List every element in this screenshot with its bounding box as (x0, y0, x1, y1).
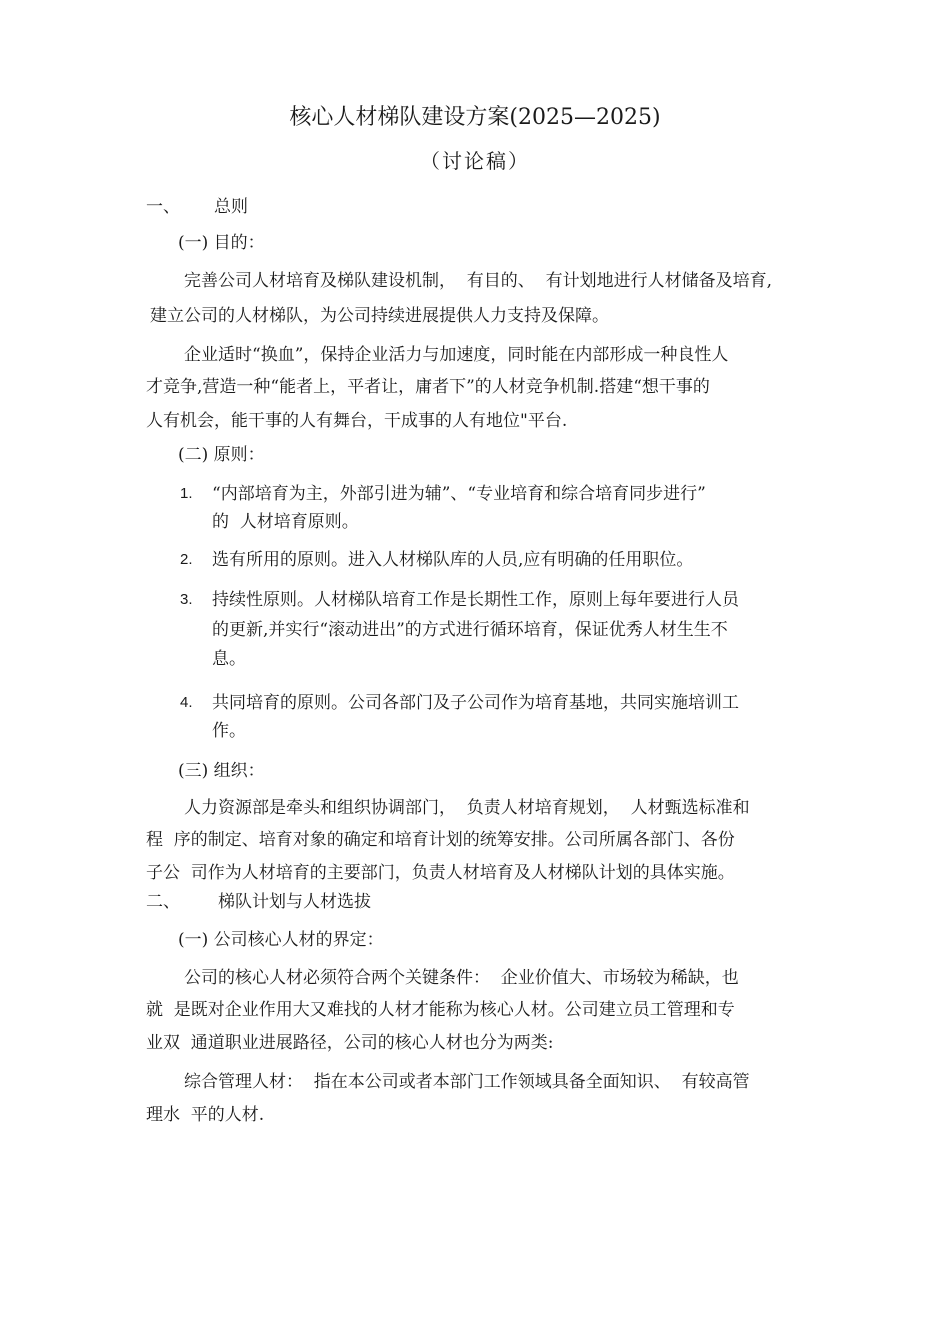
paragraph-line: 人有机会，能干事的人有舞台，干成事的人有地位"平台. (146, 411, 568, 431)
list-item-line: “内部培育为主，外部引进为辅”、“专业培育和综合培育同步进行” (212, 484, 706, 504)
list-number: 4. (180, 694, 193, 711)
list-number: 1. (180, 485, 193, 502)
list-number: 3. (180, 591, 193, 608)
paragraph-line: 就 是既对企业作用大又难找的人材才能称为核心人材。公司建立员工管理和专 (146, 1000, 735, 1020)
document-title: 核心人材梯队建设方案(2025—2025) (289, 105, 661, 130)
section-heading: 总则 (214, 197, 248, 217)
section-number: 二、 (146, 892, 180, 912)
section-heading: 梯队计划与人材选拔 (218, 892, 371, 912)
list-item-line: 共同培育的原则。公司各部门及子公司作为培育基地，共同实施培训工 (212, 693, 739, 713)
paragraph-line: 理水 平的人材. (146, 1105, 265, 1125)
list-item-line: 的更新,并实行“滚动进出”的方式进行循环培育，保证优秀人材生生不 (212, 620, 728, 640)
subsection-label: (一) 目的： (178, 233, 265, 253)
paragraph-line: 子公 司作为人材培育的主要部门，负责人材培育及人材梯队计划的具体实施。 (146, 863, 735, 883)
list-item-line: 息。 (212, 649, 246, 669)
subsection-label: (三) 组织： (178, 761, 265, 781)
subsection-label: (二) 原则： (178, 445, 265, 465)
paragraph-line: 业双 通道职业进展路径，公司的核心人材也分为两类: (146, 1033, 554, 1053)
paragraph-line: 公司的核心人材必须符合两个关键条件： 企业价值大、市场较为稀缺，也 (184, 968, 739, 988)
list-number: 2. (180, 551, 193, 568)
paragraph-line: 才竞争,营造一种“能者上，平者让，庸者下”的人材竞争机制.搭建“想干事的 (146, 377, 710, 397)
paragraph-line: 企业适时“换血”，保持企业活力与加速度，同时能在内部形成一种良性人 (184, 345, 729, 365)
document-subtitle: （讨论稿） (420, 149, 530, 173)
list-item-line: 的 人材培育原则。 (212, 512, 359, 532)
list-item-line: 选有所用的原则。进入人材梯队库的人员,应有明确的任用职位。 (212, 550, 694, 570)
paragraph-line: 完善公司人材培育及梯队建设机制， 有目的、 有计划地进行人材储备及培育, (184, 271, 773, 291)
paragraph-line: 综合管理人材： 指在本公司或者本部门工作领域具备全面知识、 有较高管 (184, 1072, 750, 1092)
section-number: 一、 (146, 197, 180, 217)
list-item-line: 作。 (212, 721, 246, 741)
subsection-label: (一) 公司核心人材的界定： (178, 930, 384, 950)
paragraph-line: 人力资源部是牵头和组织协调部门， 负责人材培育规划， 人材甄选标准和 (184, 798, 750, 818)
paragraph-line: 程 序的制定、培育对象的确定和培育计划的统筹安排。公司所属各部门、各份 (146, 830, 735, 850)
list-item-line: 持续性原则。人材梯队培育工作是长期性工作，原则上每年要进行人员 (212, 590, 739, 610)
paragraph-line: 建立公司的人材梯队，为公司持续进展提供人力支持及保障。 (150, 306, 609, 326)
